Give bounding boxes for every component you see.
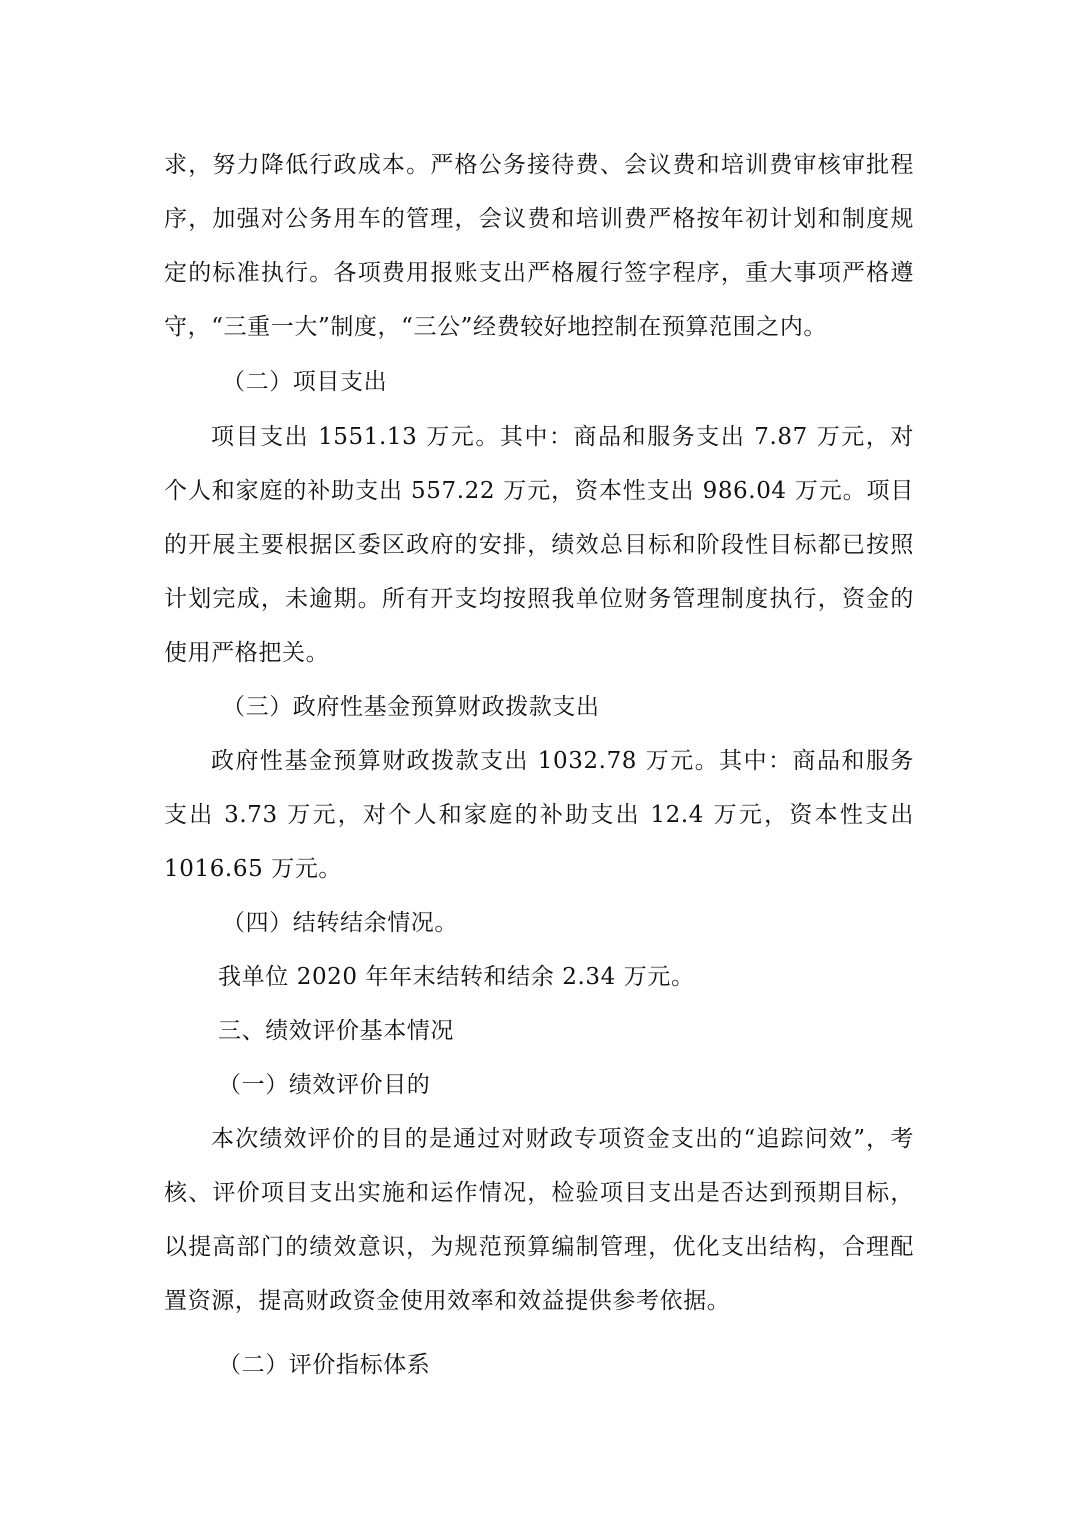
paragraph-evaluation-purpose: 本次绩效评价的目的是通过对财政专项资金支出的“追踪问效”，考核、评价项目支出实施和运作情况，检验项目支出是否达到预期目标，以提高部门的绩效意识，为规范预算编制管理，优化支出结构，合理配置资源，提高财政资金使用效率和效益提供参考依据。	[164, 1126, 914, 1314]
heading-government-fund: （三）政府性基金预算财政拨款支出	[222, 694, 600, 720]
heading-project-expenditure: （二）项目支出	[222, 369, 388, 395]
paragraph-project-expenditure: 项目支出 1551.13 万元。其中：商品和服务支出 7.87 万元，对个人和家庭的补助支出 557.22 万元，资本性支出 986.04 万元。项目的开展主要根据区委区政府的安排，绩效总目标和阶段性目标都已按照计划完成，未逾期。所有开支均按照我单位财务管理制度执行，资金的使用严格把关。	[164, 424, 914, 666]
paragraph-carryover: 我单位 2020 年年末结转和结余 2.34 万元。	[218, 964, 695, 990]
heading-index-system: （二）评价指标体系	[218, 1352, 431, 1378]
heading-carryover: （四）结转结余情况。	[222, 910, 458, 936]
heading-section-three: 三、绩效评价基本情况	[218, 1018, 454, 1044]
paragraph-government-fund: 政府性基金预算财政拨款支出 1032.78 万元。其中：商品和服务支出 3.73 万元，对个人和家庭的补助支出 12.4 万元，资本性支出 1016.65 万元。	[164, 748, 914, 882]
paragraph-admin-cost: 求，努力降低行政成本。严格公务接待费、会议费和培训费审核审批程序，加强对公务用车的管理，会议费和培训费严格按年初计划和制度规定的标准执行。各项费用报账支出严格履行签字程序，重大事项严格遵守，“三重一大”制度，“三公”经费较好地控制在预算范围之内。	[164, 152, 914, 340]
heading-evaluation-purpose: （一）绩效评价目的	[218, 1072, 431, 1098]
